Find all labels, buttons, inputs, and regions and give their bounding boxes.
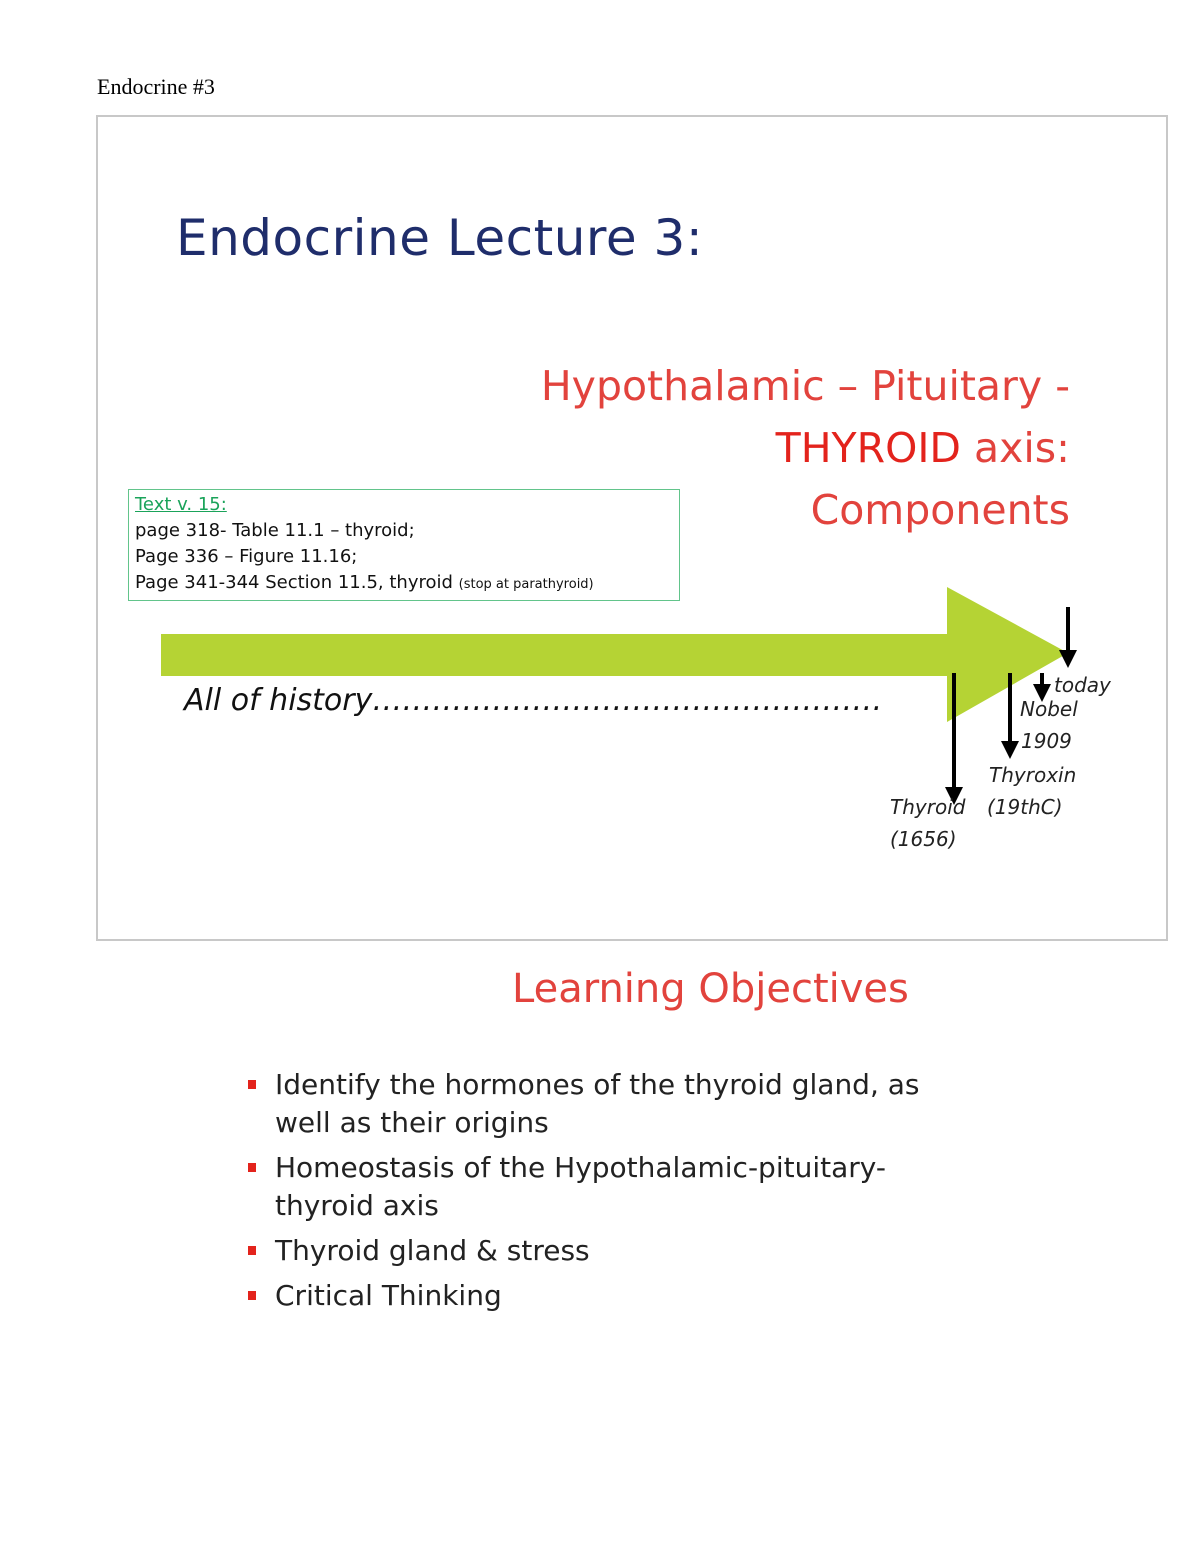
objective-item [243, 1149, 963, 1225]
title-slide [96, 115, 1168, 941]
subtitle-highlight: THYROID [775, 424, 961, 472]
objective-item [243, 1066, 963, 1142]
bullet-icon [248, 1291, 256, 1300]
objective-text: Thyroid gland & stress [275, 1234, 590, 1267]
objectives-list [243, 1066, 963, 1322]
bullet-icon [248, 1246, 256, 1255]
reference-line-3-main: Page 341-344 Section 11.5, thyroid [135, 572, 459, 593]
arrowhead-today [1059, 650, 1077, 668]
slide-title: Endocrine Lecture 3: [176, 209, 704, 267]
reference-line-1: page 318- Table 11.1 – thyroid; [135, 520, 415, 541]
thyroid-year-label: (1656) [890, 827, 957, 851]
objective-text: Identify the hormones of the thyroid gland, as well as their origins [275, 1068, 920, 1139]
subtitle-line-2-rest: axis: [961, 424, 1070, 472]
reference-heading: Text v. 15: [135, 494, 227, 515]
bullet-icon [248, 1080, 256, 1089]
reference-line-3-note: (stop at parathyroid) [458, 577, 594, 592]
nobel-label: Nobel [1020, 697, 1078, 721]
objective-item [243, 1277, 963, 1315]
arrowhead-thyroxin [1001, 741, 1019, 759]
history-label: All of history…………………………………………… [184, 683, 883, 718]
thyroxin-year-label: (19thC) [987, 795, 1063, 819]
thyroid-label: Thyroid [890, 795, 966, 819]
objective-text: Homeostasis of the Hypothalamic-pituitary-thyroid axis [275, 1151, 886, 1222]
subtitle-line-1: Hypothalamic – Pituitary - [540, 362, 1070, 410]
reference-line-2: Page 336 – Figure 11.16; [135, 546, 358, 567]
objectives-title: Learning Objectives [512, 966, 909, 1012]
nobel-year-label: 1909 [1021, 729, 1072, 753]
today-label: today [1054, 673, 1111, 697]
objective-item [243, 1232, 963, 1270]
page-header: Endocrine #3 [97, 74, 215, 99]
thyroxin-label: Thyroxin [989, 763, 1077, 787]
bullet-icon [248, 1163, 256, 1172]
objective-text: Critical Thinking [275, 1279, 502, 1312]
subtitle-line-3: Components [810, 486, 1070, 534]
